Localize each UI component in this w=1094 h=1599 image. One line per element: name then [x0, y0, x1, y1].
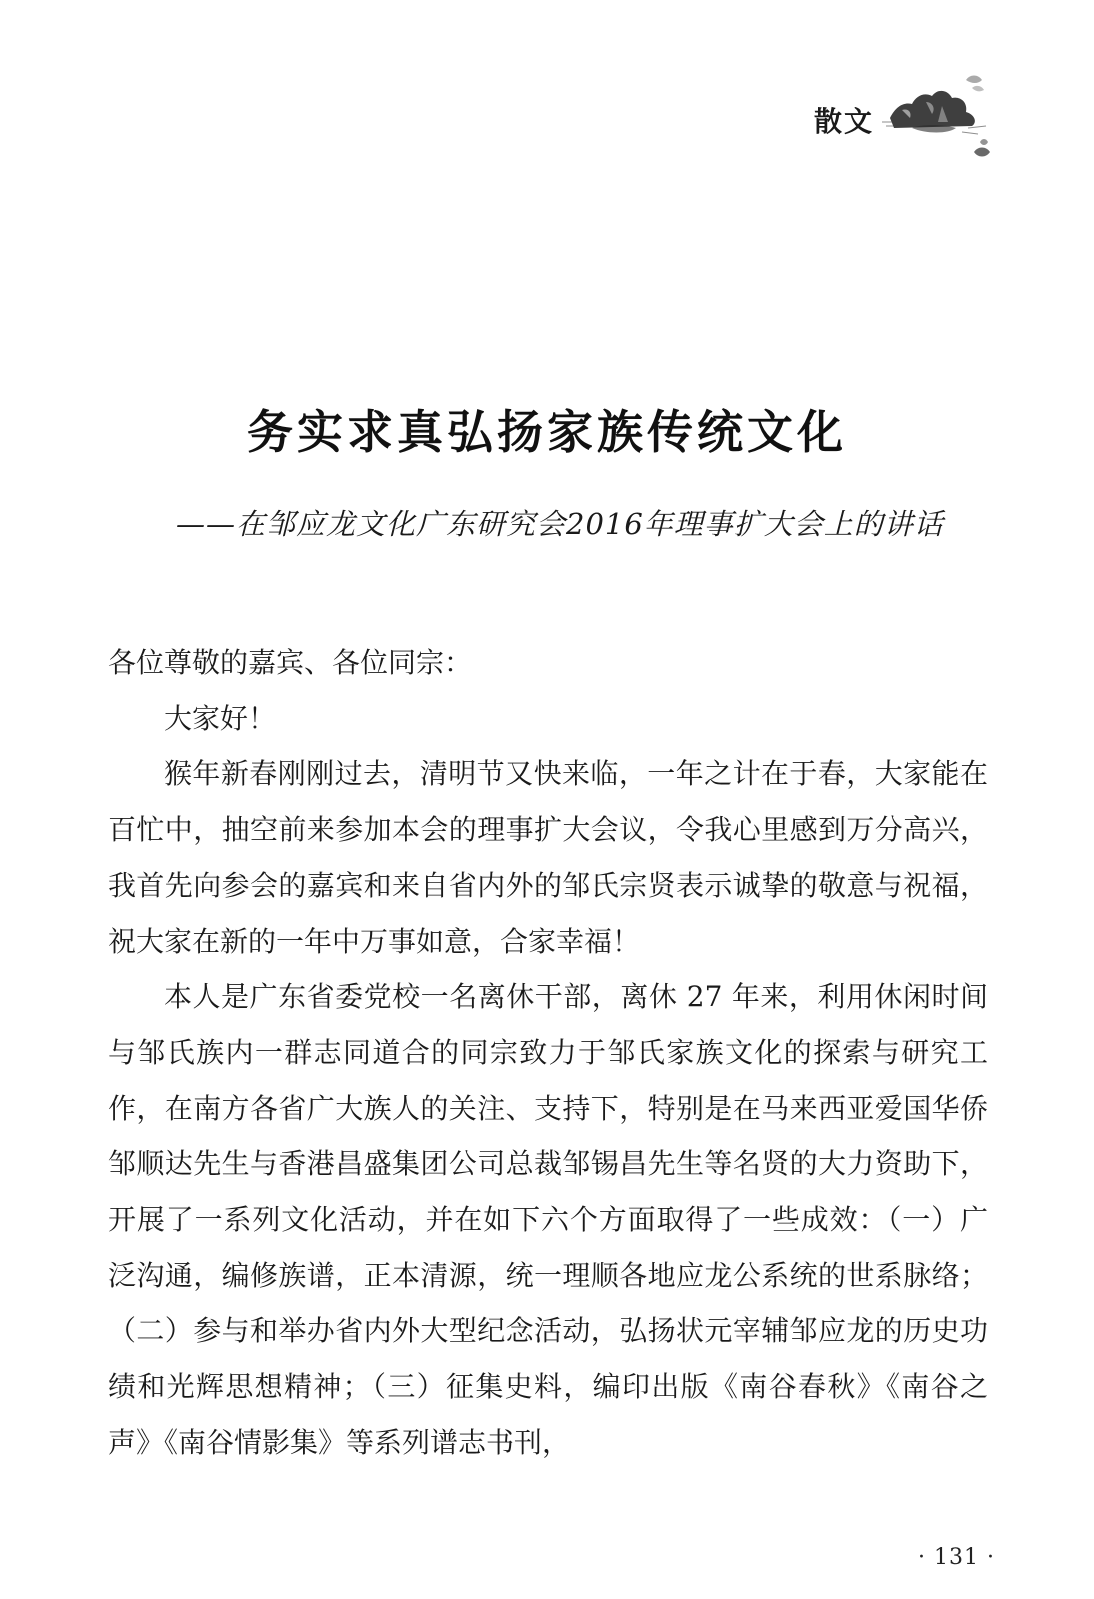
- paragraph-2: 本人是广东省委党校一名离休干部，离休 27 年来，利用休闲时间与邹氏族内一群志同道合的同宗致力于邹氏家族文化的探索与研究工作，在南方各省广大族人的关注、支持下，特别是在马来西亚爱国华侨邹顺达先生与香港昌盛集团公司总裁邹锡昌先生等名贤的大力资助下，开展了一系列文化活动，并在如下六个方面取得了一些成效：（一）广泛沟通，编修族谱，正本清源，统一理顺各地应龙公系统的世系脉络；（二）参与和举办省内外大型纪念活动，弘扬状元宰辅邹应龙的历史功绩和光辉思想精神；（三）征集史料，编印出版《南谷春秋》《南谷之声》《南谷情影集》等系列谱志书刊，: [108, 980, 988, 1459]
- paragraph-1: 猴年新春刚刚过去，清明节又快来临，一年之计在于春，大家能在百忙中，抽空前来参加本会的理事扩大会议，令我心里感到万分高兴，我首先向参会的嘉宾和来自省内外的邹氏宗贤表示诚挚的敬意与祝福，祝大家在新的一年中万事如意，合家幸福！: [108, 757, 988, 958]
- greeting: 大家好！: [164, 701, 277, 735]
- section-label: 散文: [814, 105, 875, 138]
- article-subtitle: ——在邹应龙文化广东研究会2016年理事扩大会上的讲话: [176, 507, 944, 541]
- article-title: 务实求真弘扬家族传统文化: [247, 405, 847, 459]
- page-number: · 131 ·: [918, 1545, 995, 1570]
- landscape-ink-icon: [882, 62, 994, 172]
- article-body: [108, 635, 988, 1471]
- salutation: 各位尊敬的嘉宾、各位同宗：: [108, 646, 473, 679]
